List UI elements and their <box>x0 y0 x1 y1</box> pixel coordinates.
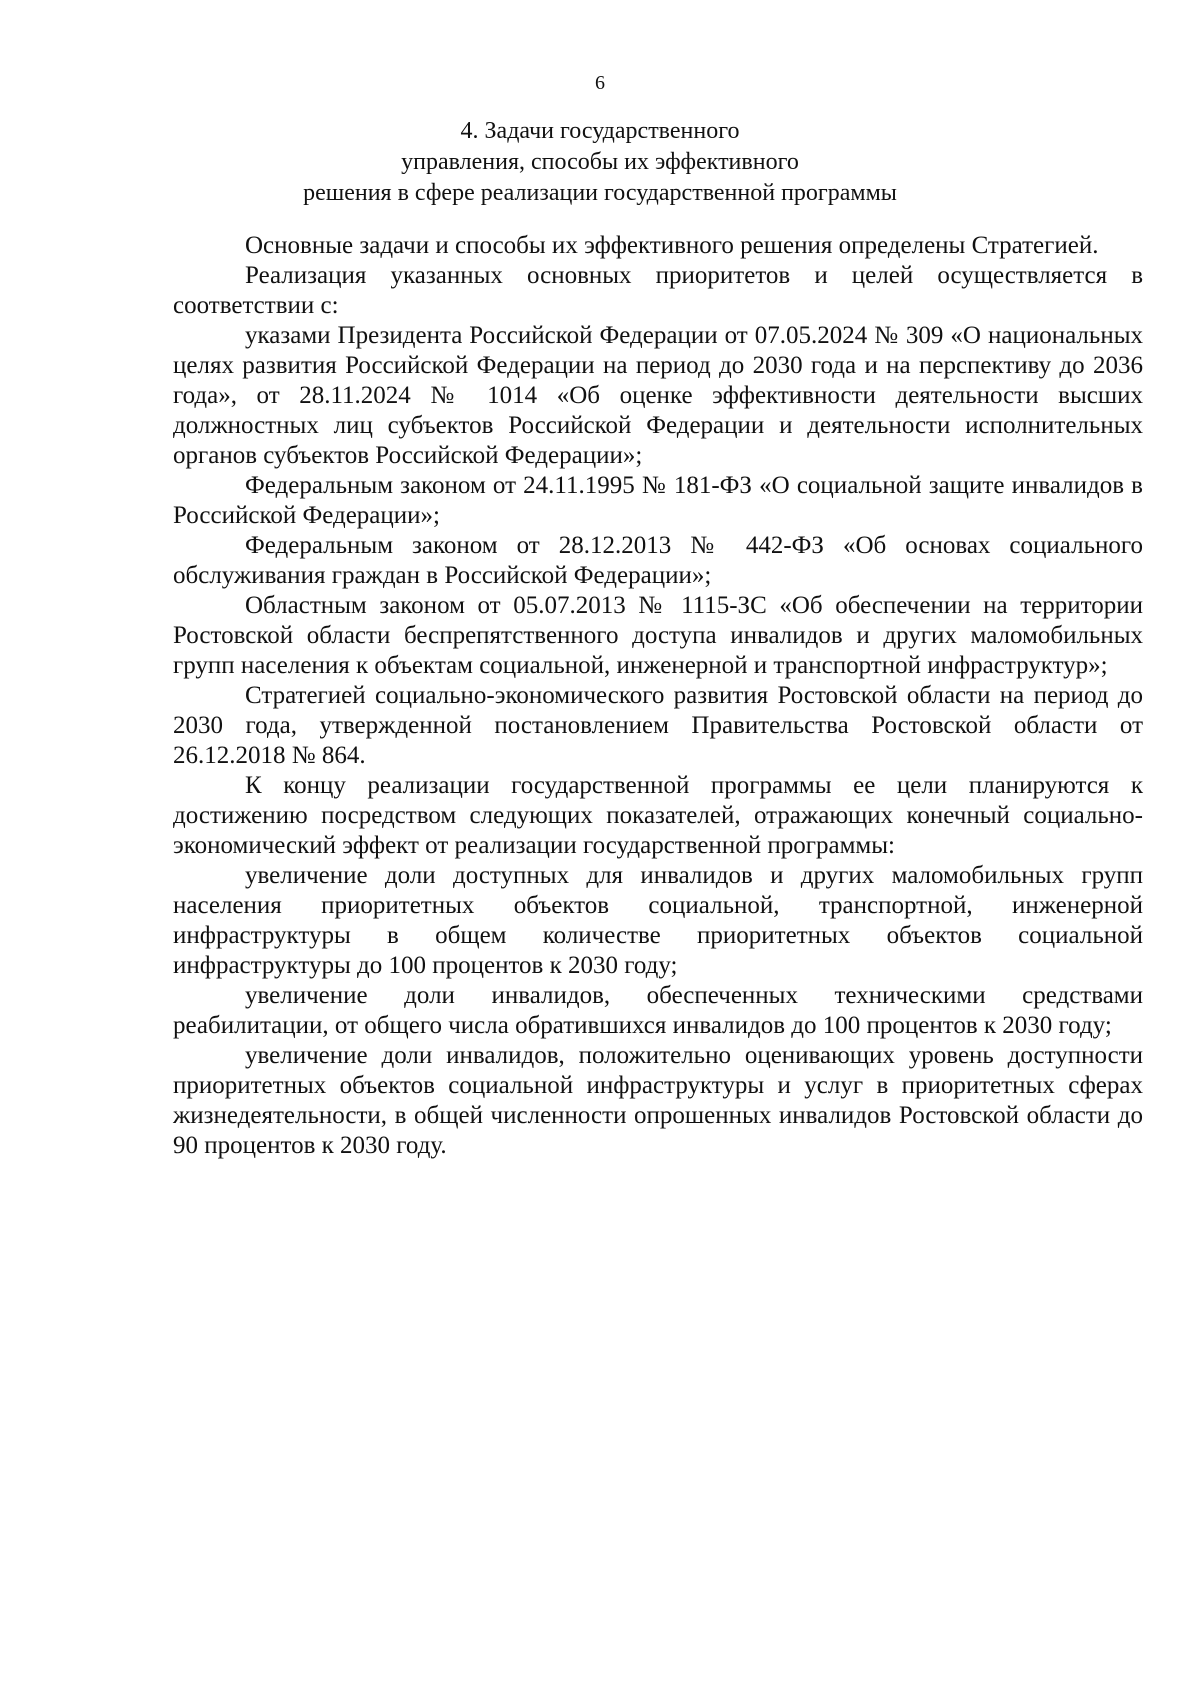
section-heading-line-1: 4. Задачи государственного <box>460 118 740 144</box>
paragraph-implementation-basis: Реализация указанных основных приоритетов и целей осуществляется в соответствии с: <box>173 262 1143 319</box>
paragraph-indicator-accessible-objects: увеличение доли доступных для инвалидов и других маломобильных групп населения приоритетных объектов социальной, транспортной, инженерной инфраструктуры в общем количестве приоритетных объектов социальной инфраструктуры до 100 процентов к 2030 году; <box>173 862 1143 979</box>
paragraph-regional-strategy: Стратегией социально-экономического развития Ростовской области на период до 2030 года, утвержденной постановлением Правительства Ростовской области от 26.12.2018 № 864. <box>173 682 1143 769</box>
section-heading-line-2: управления, способы их эффективного <box>401 149 799 175</box>
paragraph-federal-law-442: Федеральным законом от 28.12.2013 № 442-ФЗ «Об основах социального обслуживания граждан в Российской Федерации»; <box>173 532 1143 589</box>
document-body <box>173 231 1143 1161</box>
paragraph-indicator-rehabilitation-means: увеличение доли инвалидов, обеспеченных техническими средствами реабилитации, от общего числа обратившихся инвалидов до 100 процентов к 2030 году; <box>173 982 1143 1039</box>
paragraph-program-indicators: К концу реализации государственной программы ее цели планируются к достижению посредством следующих показателей, отражающих конечный социально-экономический эффект от реализации государственной программы: <box>173 772 1143 859</box>
section-heading-line-3: решения в сфере реализации государственной программы <box>303 180 897 206</box>
paragraph-tasks-defined: Основные задачи и способы их эффективного решения определены Стратегией. <box>245 232 1099 259</box>
paragraph-federal-law-181: Федеральным законом от 24.11.1995 № 181-ФЗ «О социальной защите инвалидов в Российской Федерации»; <box>173 472 1143 529</box>
paragraph-presidential-decrees: указами Президента Российской Федерации от 07.05.2024 № 309 «О национальных целях развития Российской Федерации на период до 2030 года и на перспективу до 2036 года», от 28.11.2024 № 1014 «Об оценке эффективности деятельности высших должностных лиц субъектов Российской Федерации и деятельности исполнительных органов субъектов Российской Федерации»; <box>173 322 1143 469</box>
section-heading <box>230 116 970 209</box>
paragraph-regional-law-1115: Областным законом от 05.07.2013 № 1115-ЗС «Об обеспечении на территории Ростовской области беспрепятственного доступа инвалидов и других маломобильных групп населения к объектам социальной, инженерной и транспортной инфраструктур»; <box>173 592 1143 679</box>
paragraph-indicator-positive-assessment: увеличение доли инвалидов, положительно оценивающих уровень доступности приоритетных объектов социальной инфраструктуры и услуг в приоритетных сферах жизнедеятельности, в общей численности опрошенных инвалидов Ростовской области до 90 процентов к 2030 году. <box>173 1042 1143 1159</box>
page-number: 6 <box>595 72 605 94</box>
